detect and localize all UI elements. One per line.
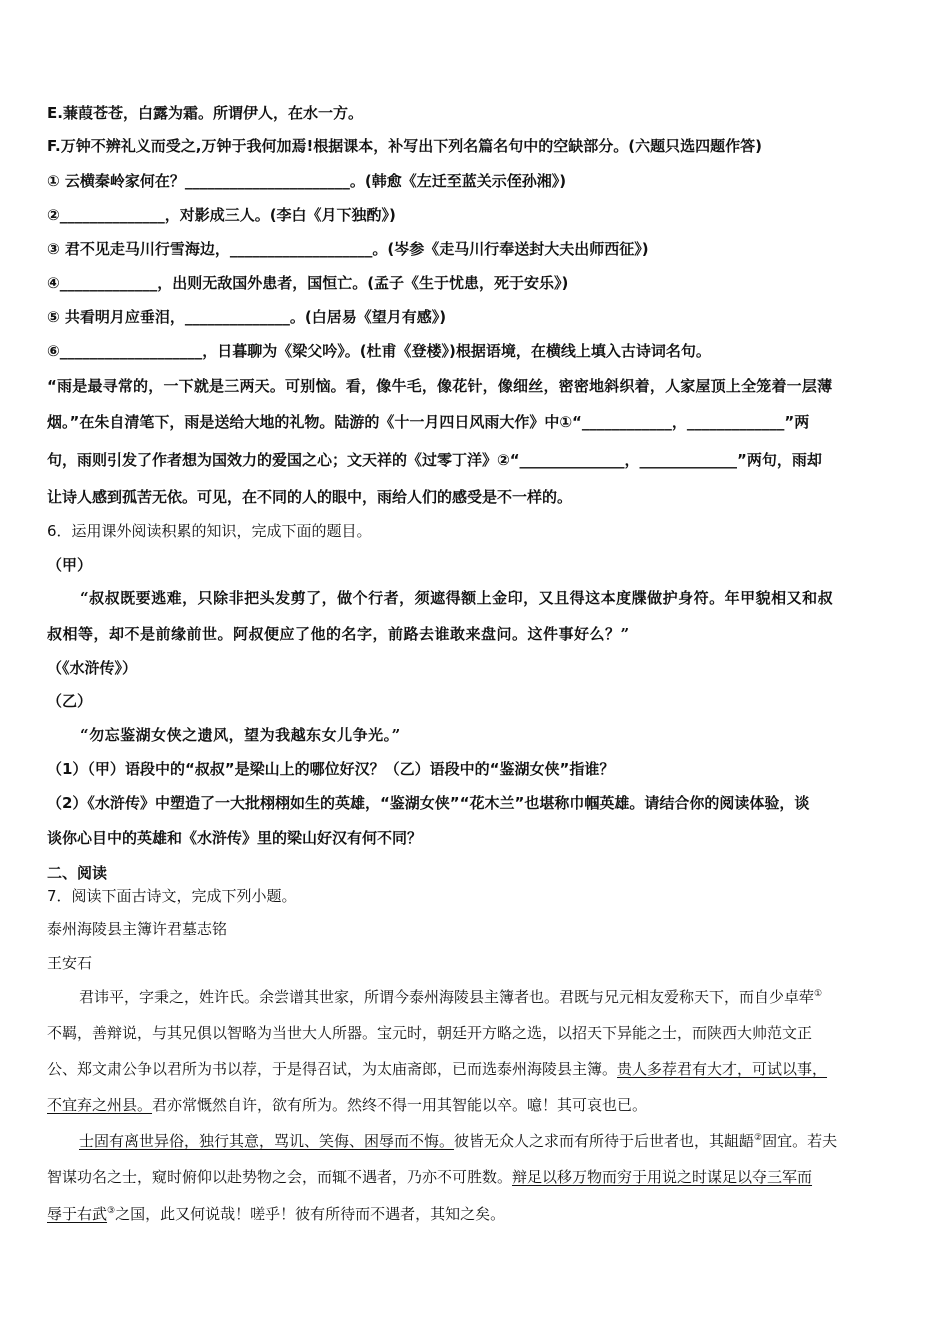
option-e: E.蒹葭苍苍，白露为霜。所谓伊人，在水一方。 [47,104,363,122]
essay-para-1-line-2: 不羁，善辩说，与其兄俱以智略为当世大人所器。宝元时，朝廷开方略之选，以招天下异能之士，而陕西大帅范文正 [47,1024,813,1042]
passage-yi-line-1: “勿忘鉴湖女侠之遗风，望为我越东女儿争光。” [80,726,401,744]
essay-author: 王安石 [47,954,93,972]
passage-yi-label: （乙） [47,692,93,710]
footnote-marker-2: ② [754,1133,763,1143]
underlined-sentence-1b: 不宜弃之州县。 [47,1096,153,1114]
passage-jia-label: （甲） [47,556,93,574]
underlined-sentence-3a: 辩足以移万物而穷于用说之时谋足以夺三军而 [512,1168,813,1186]
option-f-instruction: F.万钟不辨礼义而受之,万钟于我何加焉!根据课本，补写出下列名篇名句中的空缺部分。(六题只选四题作答) [47,137,762,155]
sub-question-2-line-1: （2）《水浒传》中塑造了一大批栩栩如生的英雄，“鉴湖女侠”“花木兰”也堪称巾帼英雄。请结合你的阅读体验，谈 [47,794,810,812]
essay-para-1-line-4 [47,1094,907,1116]
essay-para-2-line-3-text: 之国，此又何说哉！嗟乎！彼有所待而不遇者，其知之矣。 [115,1205,506,1223]
essay-title: 泰州海陵县主簿许君墓志铭 [47,920,228,938]
essay-para-2-line-2 [47,1166,907,1188]
underlined-sentence-2: 士固有离世异俗，独行其意，骂讥、笑侮、困辱而不悔。 [79,1132,455,1150]
rain-paragraph-line-4: 让诗人感到孤苦无依。可见，在不同的人的眼中，雨给人们的感受是不一样的。 [47,488,573,506]
passage-jia-line-2: 叔相等，却不是前缘前世。阿叔便应了他的名字，前路去谁敢来盘问。这件事好么？” [47,625,630,643]
rain-paragraph-line-3: 句，雨则引发了作者想为国效力的爱国之心；文天祥的《过零丁洋》②“______________，_____________”两句，雨却 [47,451,822,469]
sub-question-2-line-2: 谈你心目中的英雄和《水浒传》里的梁山好汉有何不同？ [47,829,423,847]
fill-blank-2: ②______________，对影成三人。(李白《月下独酌》) [47,206,396,224]
essay-para-1-line-3 [47,1058,907,1080]
underlined-sentence-3b: 辱于右武 [47,1205,108,1223]
passage-jia-line-1: “叔叔既要逃难，只除非把头发剪了，做个行者，须遮得额上金印，又且得这本度牒做护身符。年甲貌相又和叔 [80,589,834,607]
essay-para-1-line-1-text: 君讳平，字秉之，姓许氏。余尝谱其世家，所谓今泰州海陵县主簿者也。君既与兄元相友爱称天下，而自少卓荦 [79,988,815,1006]
footnote-marker-3: ③ [107,1206,116,1216]
fill-blank-1: ① 云横秦岭家何在？______________________。(韩愈《左迁至蓝关示侄孙湘》) [47,172,567,190]
essay-para-2-line-1-text: 彼皆无众人之求而有所待于后世者也，其龃龉 [454,1132,755,1150]
essay-para-2-line-2-text: 智谋功名之士，窥时俯仰以赴势物之会，而辄不遇者，乃亦不可胜数。 [47,1168,513,1186]
essay-para-2-line-3 [47,1203,907,1225]
fill-blank-3: ③ 君不见走马川行雪海边，___________________。(岑参《走马川行奉送封大夫出师西征》) [47,240,649,258]
question-6-heading: 6．运用课外阅读积累的知识，完成下面的题目。 [47,522,372,540]
essay-para-2-line-1-tail: 固宜。若夫 [762,1132,838,1150]
essay-para-2-line-1 [79,1130,907,1152]
fill-blank-4: ④_____________，出则无敌国外患者，国恒亡。(孟子《生于忧患，死于安乐》) [47,274,569,292]
question-7-heading: 7．阅读下面古诗文，完成下列小题。 [47,887,297,905]
section-two-heading: 二、阅读 [47,864,108,882]
fill-blank-6: ⑥___________________，日暮聊为《梁父吟》。(杜甫《登楼》)根据语境，在横线上填入古诗词名句。 [47,342,711,360]
fill-blank-5: ⑤ 共看明月应垂泪，______________。(白居易《望月有感》) [47,308,447,326]
underlined-sentence-1a: 贵人多荐君有大才，可试以事， [617,1060,828,1078]
rain-paragraph-line-1: “雨是最寻常的，一下就是三两天。可别恼。看，像牛毛，像花针，像细丝，密密地斜织着，人家屋顶上全笼着一层薄 [47,377,833,395]
essay-para-1-line-1 [79,986,907,1008]
essay-para-1-line-4-text: 君亦常慨然自许，欲有所为。然终不得一用其智能以卒。噫！其可哀也已。 [152,1096,648,1114]
rain-paragraph-line-2: 烟。”在朱自清笔下，雨是送给大地的礼物。陆游的《十一月四日风雨大作》中①“____________，_____________”两 [47,413,810,431]
passage-jia-source: （《水浒传》） [47,659,138,677]
sub-question-1: （1）（甲）语段中的“叔叔”是梁山上的哪位好汉？（乙）语段中的“鉴湖女侠”指谁？ [47,760,615,778]
footnote-marker-1: ① [814,989,823,999]
essay-para-1-line-3-text: 公、郑文肃公争以君所为书以荐，于是得召试，为太庙斋郎，已而选泰州海陵县主簿。 [47,1060,618,1078]
